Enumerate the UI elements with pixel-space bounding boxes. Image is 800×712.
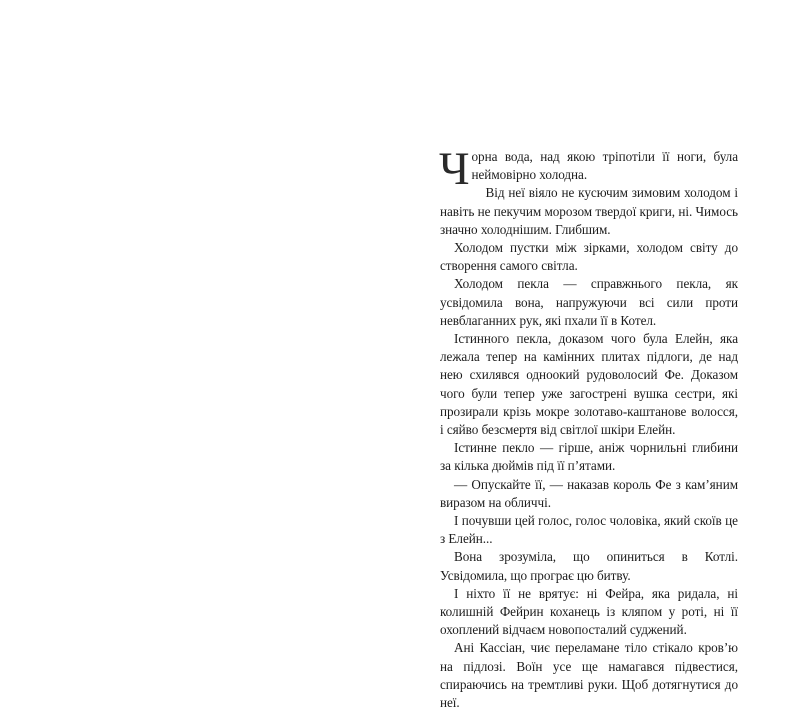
paragraph-9: Вона зрозуміла, що опиниться в Котлі. Усвідомила, що програє цю битву. xyxy=(440,549,738,583)
paragraph-10: І ніхто її не врятує: ні Фейра, яка ридала, ні колишній Фейрин коханець із кляпом у роті, ні її охоплений відчаєм новопосталий суджений. xyxy=(440,585,738,638)
chapter-text xyxy=(439,143,738,712)
paragraph-2: Від неї віяло не кусючим зимовим холодом і навіть не пекучим морозом твердої криги, ні. Чимось значно холоднішим. Глибшим. xyxy=(440,185,738,237)
paragraph-5: Істинного пекла, доказом чого була Елейн, яка лежала тепер на камінних плитах підлоги, де над нею схилявся одноокий рудоволосий Фе. Доказом чого були тепер уже загострені вушка сестри, які прозирали крізь мокре золотаво-каштанове волосся, і сяйво безсмертя від світлої шкіри Елейн. xyxy=(440,331,738,438)
paragraph-3: Холодом пустки між зірками, холодом світу до створення самого світла. xyxy=(440,240,738,274)
paragraph-text: орна вода, над якою тріпотіли її ноги, була неймовірно холодна. xyxy=(471,149,738,183)
paragraph-1 xyxy=(439,143,738,195)
paragraph-4: Холодом пекла — справжнього пекла, як усвідомила вона, напружуючи всі сили проти невблаганних рук, які пхали її в Котел. xyxy=(440,276,738,328)
paragraph-11: Ані Кассіан, чиє переламане тіло стікало кров’ю на підлозі. Воїн усе ще намагався підвестися, спираючись на тремтливі руки. Щоб дотягнутися до неї. xyxy=(440,640,738,711)
paragraph-6: Істинне пекло — гірше, аніж чорнильні глибини за кілька дюймів під її п’ятами. xyxy=(440,440,738,474)
drop-cap: Ч xyxy=(439,143,470,195)
paragraph-7: — Опускайте її, — наказав король Фе з кам’яним виразом на обличчі. xyxy=(440,476,738,510)
paragraph-8: І почувши цей голос, голос чоловіка, який скоїв це з Елейн... xyxy=(440,513,738,547)
